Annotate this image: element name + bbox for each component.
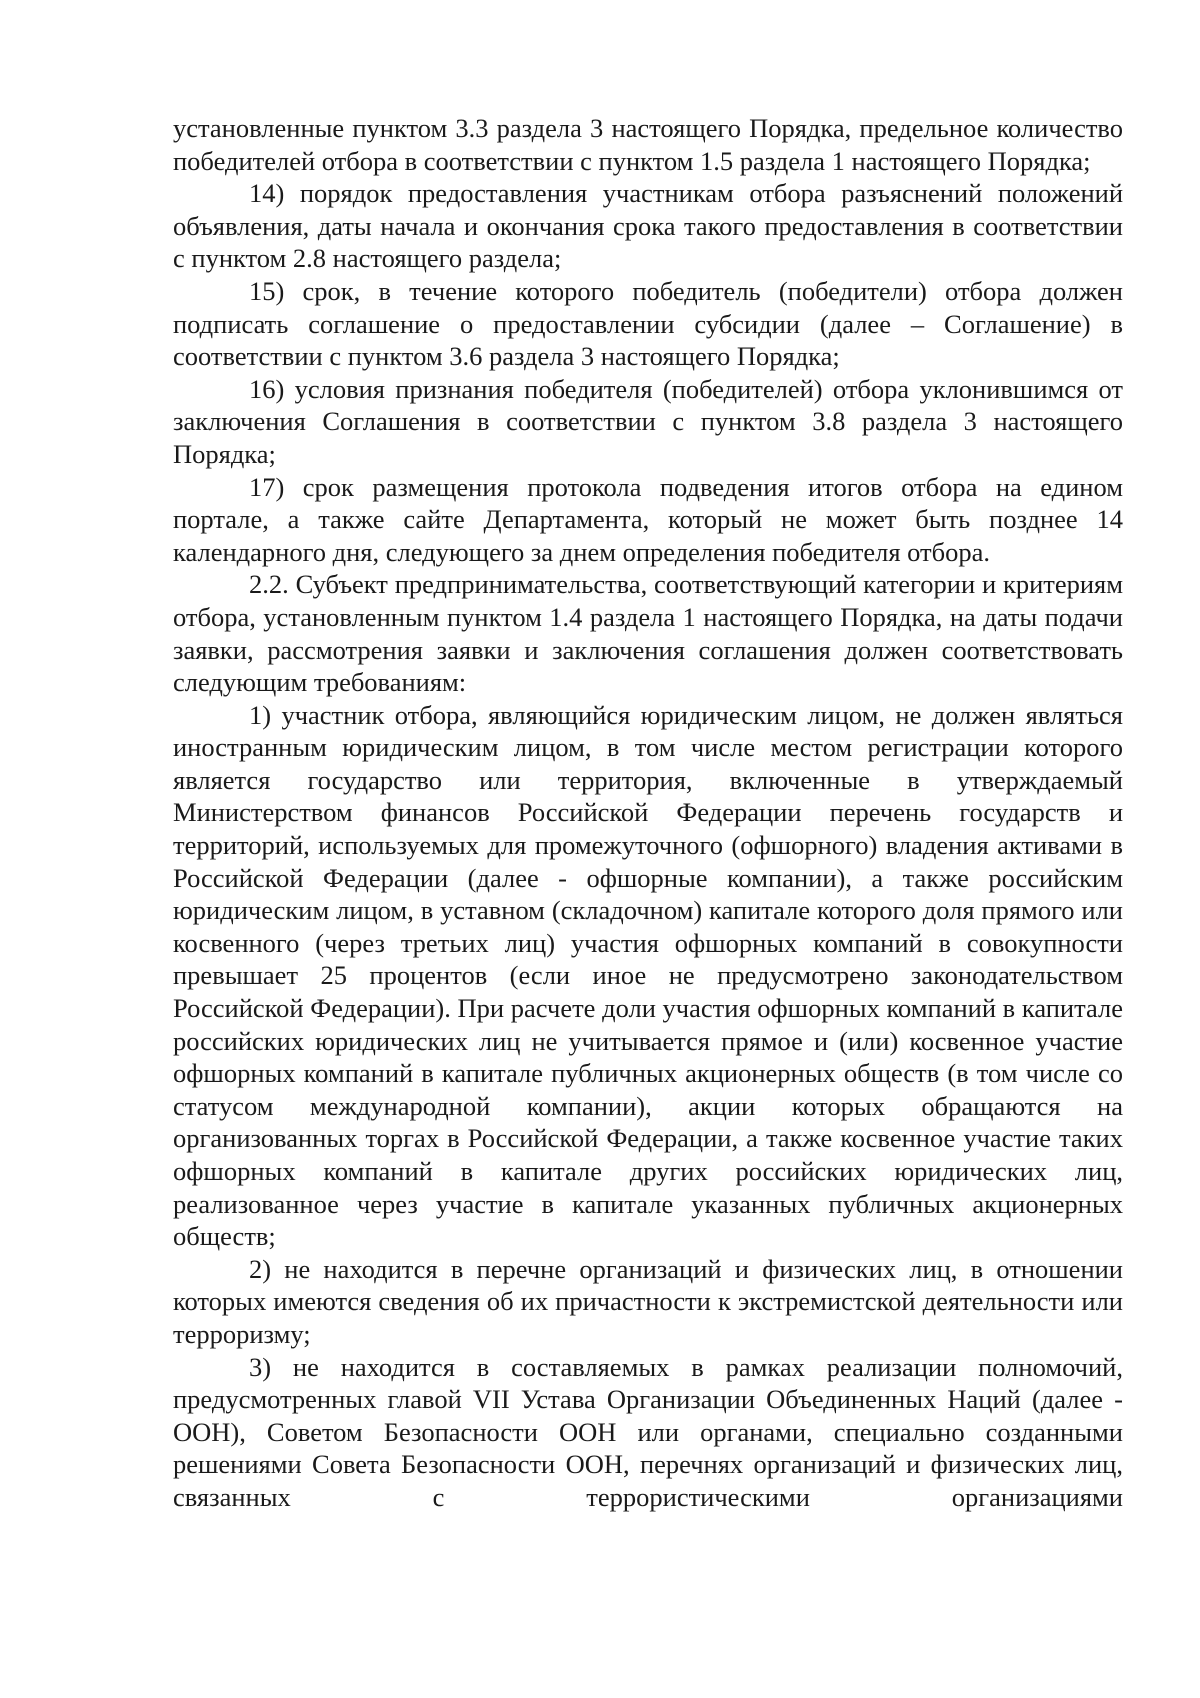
paragraph-item-15: 15) срок, в течение которого победитель (победители) отбора должен подписать соглашение о предоставлении субсидии (далее – Соглашение) в соответствии с пунктом 3.6 раздела 3 настоящего Порядка; (173, 275, 1123, 372)
paragraph-item-14: 14) порядок предоставления участникам отбора разъяснений положений объявления, даты начала и окончания срока такого предоставления в соответствии с пунктом 2.8 настоящего раздела; (173, 178, 1123, 274)
paragraph-continuation: установленные пунктом 3.3 раздела 3 настоящего Порядка, предельное количество победителей отбора в соответствии с пунктом 1.5 раздела 1 настоящего Порядка; (173, 113, 1123, 176)
paragraph-requirement-1: 1) участник отбора, являющийся юридическим лицом, не должен являться иностранным юридическим лицом, в том числе местом регистрации которого является государство или территория, включенные в утверждаемый Министерством финансов Российской Федерации перечень государств и территорий, используемых для промежуточного (офшорного) владения активами в Российской Федерации (далее - офшорные компании), а также российским юридическим лицом, в уставном (складочном) капитале которого доля прямого или косвенного (через третьих лиц) участия офшорных компаний в совокупности превышает 25 процентов (если иное не предусмотрено законодательством Российской Федерации). При расчете доли участия офшорных компаний в капитале российских юридических лиц не учитывается прямое и (или) косвенное участие офшорных компаний в капитале публичных акционерных обществ (в том числе со статусом международной компании), акции которых обращаются на организованных торгах в Российской Федерации, а также косвенное участие таких офшорных компаний в капитале других российских юридических лиц, реализованное через участие в капитале указанных публичных акционерных обществ; (173, 699, 1123, 1252)
paragraph-requirement-3: 3) не находится в составляемых в рамках реализации полномочий, предусмотренных главой VII Устава Организации Объединенных Наций (далее - ООН), Советом Безопасности ООН или органами, специально созданными решениями Совета Безопасности ООН, перечнях организаций и физических лиц, связанных с террористическими организациями (173, 1351, 1123, 1512)
paragraph-item-16: 16) условия признания победителя (победителей) отбора уклонившимся от заключения Соглашения в соответствии с пунктом 3.8 раздела 3 настоящего Порядка; (173, 373, 1123, 469)
paragraph-section-2-2: 2.2. Субъект предпринимательства, соответствующий категории и критериям отбора, установленным пунктом 1.4 раздела 1 настоящего Порядка, на даты подачи заявки, рассмотрения заявки и заключения соглашения должен соответствовать следующим требованиям: (173, 569, 1123, 698)
paragraph-item-17: 17) срок размещения протокола подведения итогов отбора на едином портале, а также сайте Департамента, который не может быть позднее 14 календарного дня, следующего за днем определения победителя отбора. (173, 471, 1123, 567)
document-body (173, 112, 1123, 1514)
paragraph-requirement-2: 2) не находится в перечне организаций и физических лиц, в отношении которых имеются сведения об их причастности к экстремистской деятельности или терроризму; (173, 1253, 1123, 1349)
